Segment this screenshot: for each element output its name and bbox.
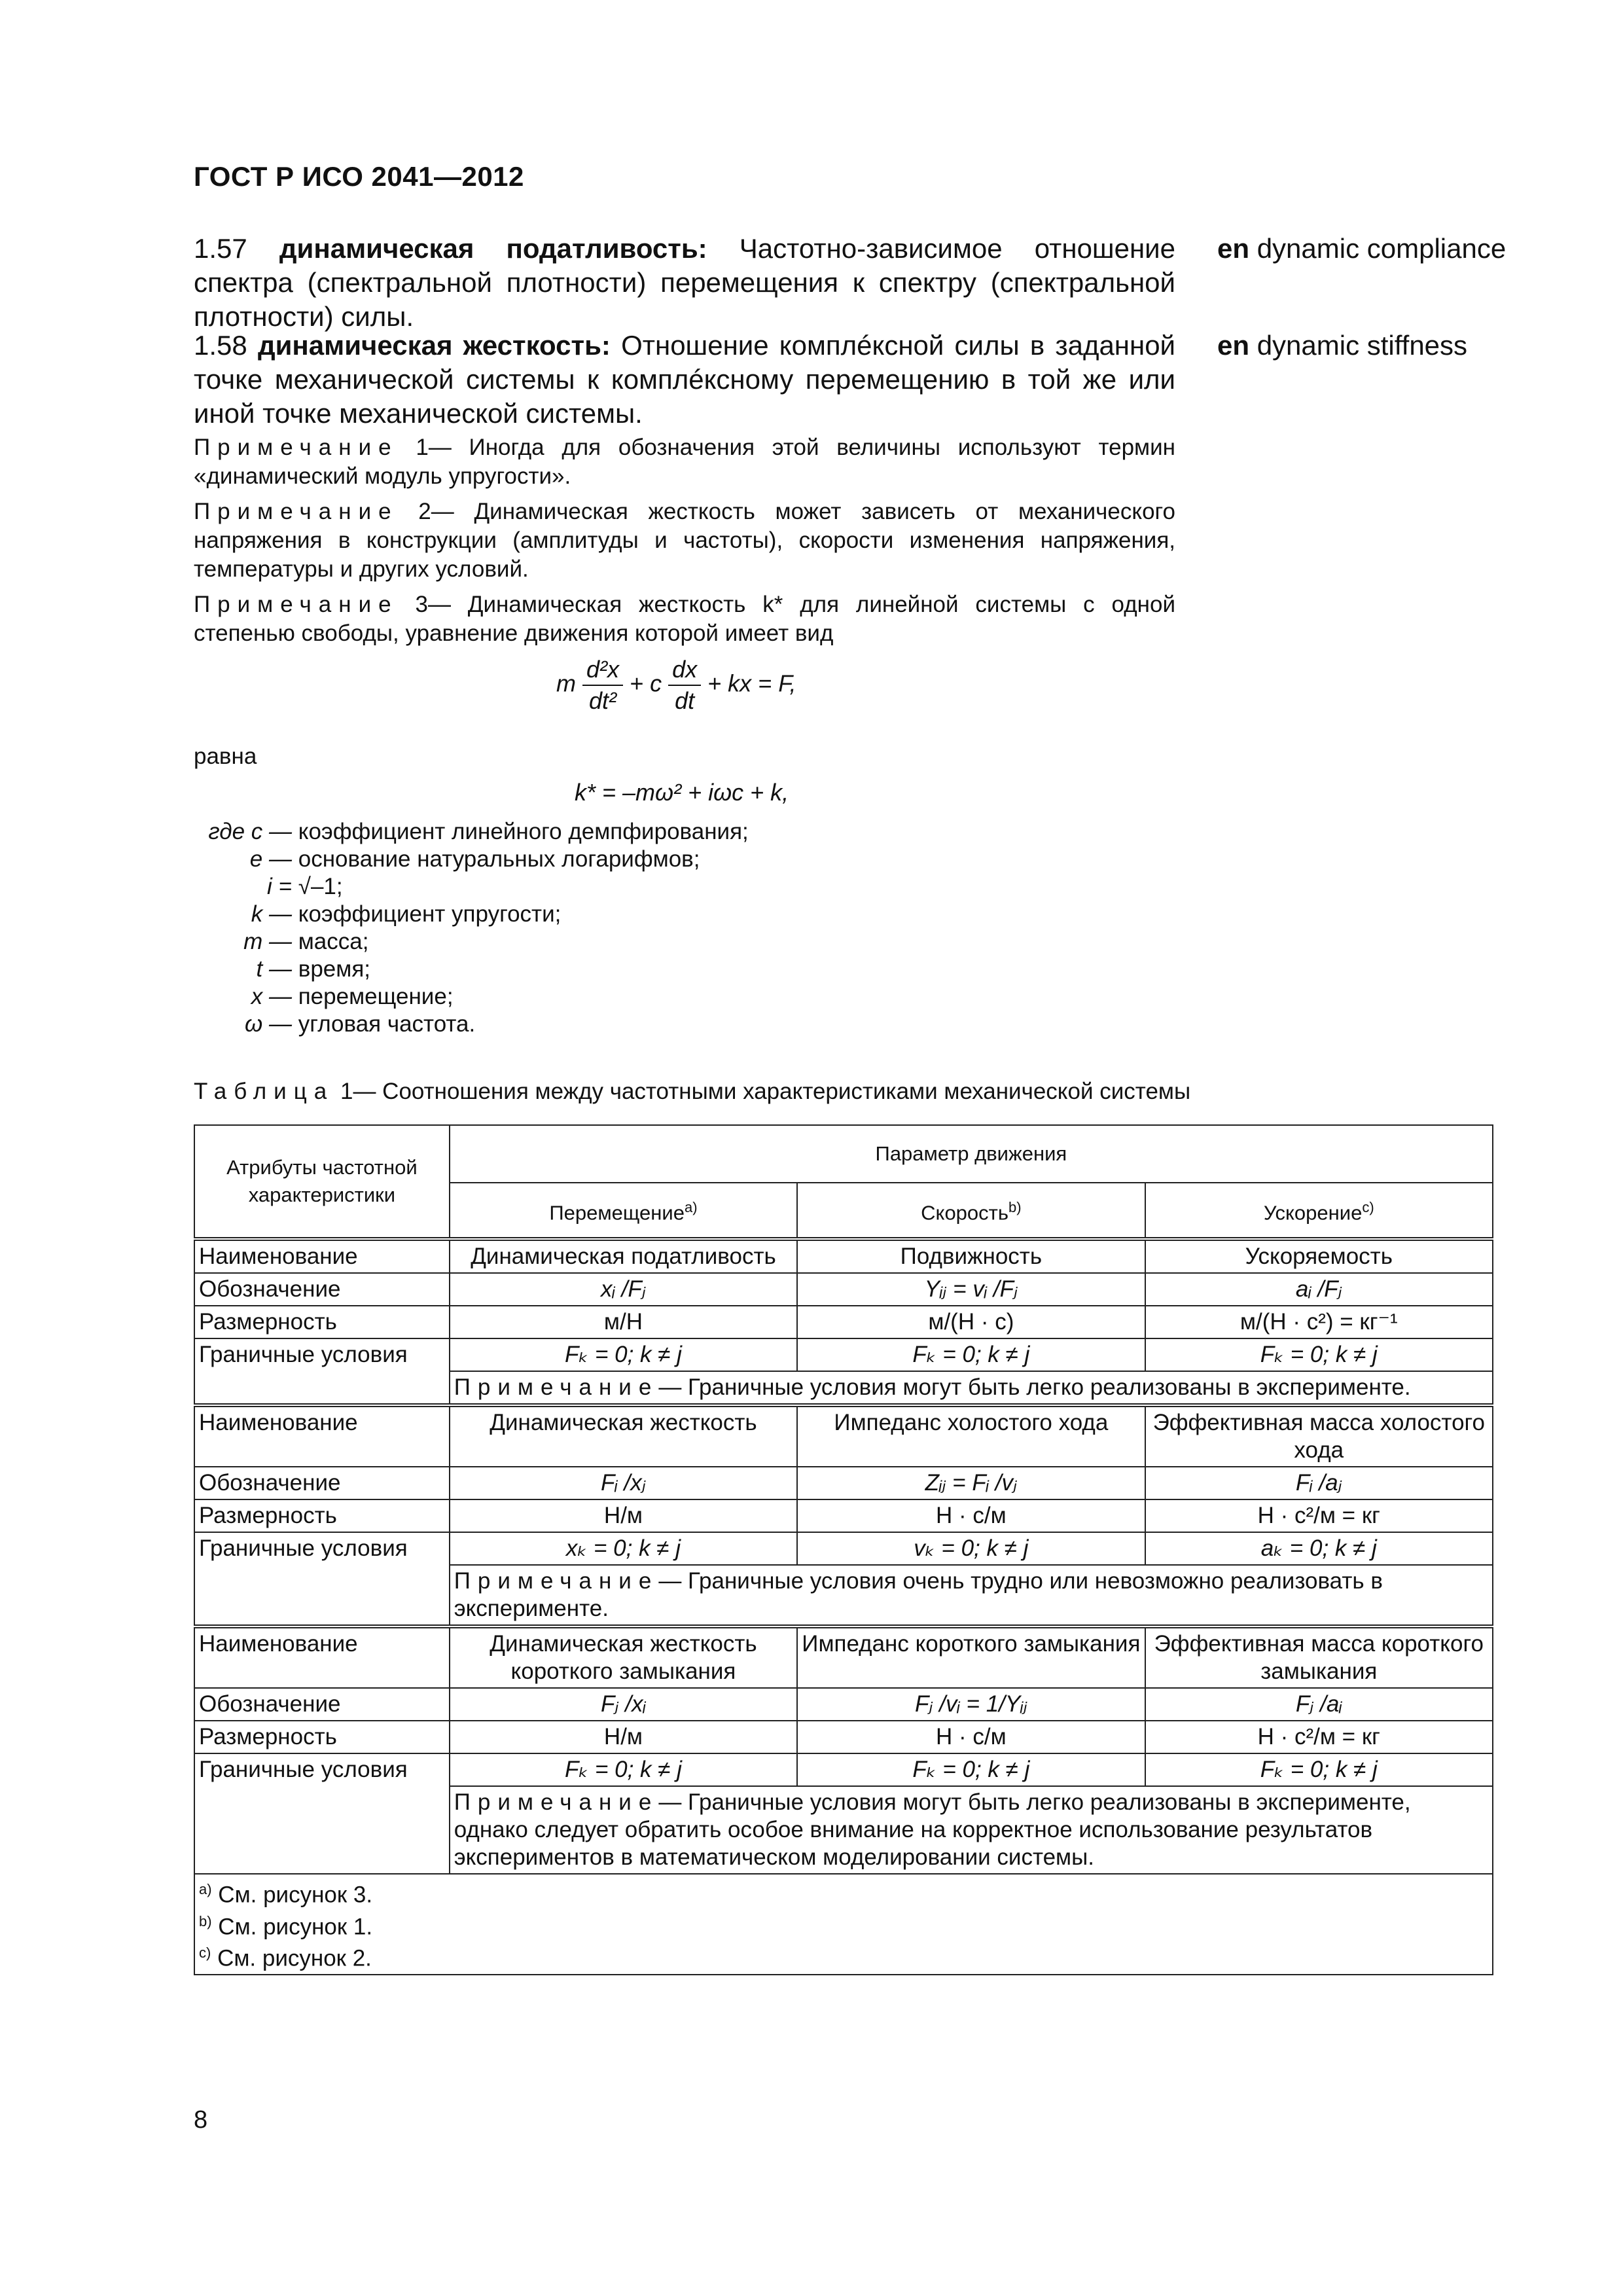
note-number: 2 [418,499,431,524]
col-header-displacement [450,1183,797,1239]
table-cell: Динамическая жесткость [450,1405,797,1467]
legend-text: масса; [298,929,369,954]
legend-text: угловая частота. [298,1011,476,1037]
note-2 [194,497,1175,584]
table-cell: Fⱼ /xᵢ [450,1688,797,1721]
row-label: Граничные условия [194,1532,450,1626]
legend-symbol: e — [249,846,292,872]
term-1-58 [194,329,1175,431]
col-label: Ускорение [1263,1201,1363,1225]
footnote [199,1940,1488,1972]
note-number: 1 [416,435,429,460]
fraction-d2x-dt2 [582,656,623,715]
formula-rest: + kx = F, [707,670,796,697]
table-cell: м/(Н · с) [797,1306,1145,1338]
table-row [194,1499,1493,1532]
table-cell: Fᵢ /aⱼ [1145,1467,1493,1499]
legend-text: коэффициент линейного демпфирования; [298,819,749,844]
row-label: Обозначение [194,1273,450,1306]
table-cell: Импеданс короткого замыкания [797,1626,1145,1688]
legend-row [194,983,749,1011]
table-cell: Н · с²/м = кг [1145,1499,1493,1532]
table-cell: Динамическая жесткость короткого замыкания [450,1626,797,1688]
footnote-mark: a) [199,1881,212,1897]
legend-text: перемещение; [298,984,454,1009]
caption-text: — Соотношения между частотными характеристиками механической системы [353,1079,1191,1104]
table-cell: м/(Н · с²) = кг⁻¹ [1145,1306,1493,1338]
term-name: динамическая жесткость: [257,330,611,361]
table-cell: Ускоряемость [1145,1239,1493,1273]
term-number: 1.58 [194,330,247,361]
table-cell: Подвижность [797,1239,1145,1273]
ravna-text: равна [194,744,257,769]
legend-symbol: t — [256,956,292,982]
table-cell: Fₖ = 0; k ≠ j [1145,1753,1493,1786]
legend-text: основание натуральных логарифмов; [298,846,700,872]
table-row [194,1626,1493,1688]
col-label: Скорость [921,1201,1009,1225]
table-cell: aᵢ /Fⱼ [1145,1273,1493,1306]
table-cell: Fᵢ /xⱼ [450,1467,797,1499]
table-row [194,1405,1493,1467]
row-label: Обозначение [194,1688,450,1721]
footnote-text: См. рисунок 2. [217,1945,372,1971]
note-text: — Граничные условия могут быть легко реализованы в эксперименте. [658,1374,1411,1400]
legend-text: √–1; [298,874,343,899]
col-label: Перемещение [549,1201,685,1225]
footnote [199,1876,1488,1909]
table-cell: Fₖ = 0; k ≠ j [797,1338,1145,1371]
term-definition: Частотно-зависимое отношение спектра (спектральной плотности) перемещения к спектру (спектральной плотности) силы. [194,233,1175,332]
footnote-mark: b) [1008,1198,1022,1215]
table-cell: Н/м [450,1499,797,1532]
table-row [194,1338,1493,1371]
table-cell: Fⱼ /vᵢ = 1/Yᵢⱼ [797,1688,1145,1721]
legend-symbol: i = [267,874,292,899]
fraction-dx-dt [668,656,701,715]
note-1 [194,433,1175,491]
table-row [194,1532,1493,1565]
attr-header: Атрибуты частотной характеристики [194,1125,450,1239]
table-row [194,1688,1493,1721]
legend-symbol: где c — [208,819,292,844]
footnote-mark: a) [684,1198,698,1215]
table-cell: м/Н [450,1306,797,1338]
term-name: динамическая податливость: [279,233,707,264]
table-row [194,1721,1493,1753]
term-1-58-english [1217,329,1467,363]
en-prefix: en [1217,233,1250,264]
table-note [450,1565,1493,1626]
legend-text: коэффициент упругости; [298,901,562,927]
en-prefix: en [1217,330,1250,361]
table-cell: Н · с/м [797,1721,1145,1753]
table-cell: aₖ = 0; k ≠ j [1145,1532,1493,1565]
note-label: Примечание [194,435,399,460]
table-cell: Yᵢⱼ = vᵢ /Fⱼ [797,1273,1145,1306]
table-note [450,1786,1493,1874]
footnote-mark: b) [199,1912,212,1929]
table-row [194,1753,1493,1786]
table-cell: Fₖ = 0; k ≠ j [797,1753,1145,1786]
table-note [450,1371,1493,1405]
row-label: Наименование [194,1626,450,1688]
term-number: 1.57 [194,233,247,264]
table-caption [194,1079,1190,1105]
legend-row [194,901,749,928]
row-label: Обозначение [194,1467,450,1499]
fraction-denominator: dt² [589,687,617,714]
term-1-57 [194,232,1175,334]
row-label: Граничные условия [194,1753,450,1874]
fraction-numerator: d²x [582,656,623,686]
caption-number: 1 [340,1079,353,1104]
note-text: — Иногда для обозначения этой величины используют термин «динамический модуль упругости». [194,435,1176,489]
table-cell: Эффективная масса короткого замыкания [1145,1626,1493,1688]
note-label: Примечание [194,499,399,524]
legend-row [194,1011,749,1038]
table-cell: Динамическая податливость [450,1239,797,1273]
table-header-row [194,1125,1493,1183]
table-cell: xₖ = 0; k ≠ j [450,1532,797,1565]
table-cell: Fₖ = 0; k ≠ j [450,1338,797,1371]
row-label: Размерность [194,1306,450,1338]
row-label: Размерность [194,1721,450,1753]
en-term: dynamic stiffness [1257,330,1468,361]
caption-label: Таблица [194,1079,334,1104]
table-cell: Fₖ = 0; k ≠ j [450,1753,797,1786]
footnote [199,1909,1488,1941]
legend-symbol: k — [251,901,292,927]
footnote-mark: c) [1362,1198,1374,1215]
formula-m: m [556,670,576,697]
legend-row [194,873,749,901]
note-label: Примечание [454,1568,659,1594]
legend-row [194,846,749,873]
legend-row [194,956,749,983]
fraction-denominator: dt [675,687,695,714]
param-header: Параметр движения [450,1125,1493,1183]
note-label: Примечание [454,1789,659,1815]
table-cell: Fₖ = 0; k ≠ j [1145,1338,1493,1371]
fraction-numerator: dx [668,656,701,686]
row-label: Наименование [194,1239,450,1273]
note-text: — Граничные условия могут быть легко реализованы в эксперименте, однако следует обратить особое внимание на корректное использование результатов экспериментов в математическом моделировании системы. [454,1789,1411,1870]
dynamic-stiffness-formula: k* = –mω² + iωc + k, [575,779,789,806]
footnote-text: См. рисунок 3. [218,1882,373,1908]
symbol-legend [194,818,749,1038]
table-row [194,1467,1493,1499]
table-cell: Эффективная масса холостого хода [1145,1405,1493,1467]
legend-text: время; [298,956,370,982]
col-header-acceleration [1145,1183,1493,1239]
footnote-text: См. рисунок 1. [218,1914,373,1940]
table-row [194,1273,1493,1306]
legend-row [194,818,749,846]
legend-symbol: m — [243,929,292,954]
table-cell: Н/м [450,1721,797,1753]
table-cell: Н · с²/м = кг [1145,1721,1493,1753]
en-term: dynamic compliance [1257,233,1507,264]
table-row [194,1239,1493,1273]
legend-symbol: x — [251,984,292,1009]
page-number: 8 [194,2106,208,2134]
formula-plus-c: + c [630,670,662,697]
document-header: ГОСТ Р ИСО 2041—2012 [194,161,524,192]
table-cell: Zᵢⱼ = Fᵢ /vⱼ [797,1467,1145,1499]
note-number: 3 [415,592,428,617]
table-cell: Импеданс холостого хода [797,1405,1145,1467]
col-header-velocity [797,1183,1145,1239]
table-1 [194,1124,1493,1975]
equation-of-motion [556,656,796,715]
table-footnotes-row [194,1874,1493,1975]
term-definition: Отношение комплéксной силы в заданной точке механической системы к комплéксному перемещению в той же или иной точке механической системы. [194,330,1176,429]
term-1-57-english [1217,232,1506,266]
note-label: Примечание [454,1374,659,1400]
table-cell: Н · с/м [797,1499,1145,1532]
legend-row [194,928,749,956]
note-text: — Граничные условия очень трудно или невозможно реализовать в эксперименте. [454,1568,1383,1621]
note-label: Примечание [194,592,399,617]
table-cell: xᵢ /Fⱼ [450,1273,797,1306]
row-label: Наименование [194,1405,450,1467]
table-row [194,1306,1493,1338]
row-label: Размерность [194,1499,450,1532]
table-cell: vₖ = 0; k ≠ j [797,1532,1145,1565]
legend-symbol: ω — [245,1011,292,1037]
note-3 [194,590,1175,648]
note-text: — Динамическая жесткость k* для линейной системы с одной степенью свободы, уравнение движения которой имеет вид [194,592,1175,646]
note-text: — Динамическая жесткость может зависеть от механического напряжения в конструкции (амплитуды и частоты), скорости изменения напряжения, температуры и других условий. [194,499,1175,582]
footnote-mark: c) [199,1945,211,1962]
table-cell: Fⱼ /aᵢ [1145,1688,1493,1721]
row-label: Граничные условия [194,1338,450,1405]
table-footnotes [194,1874,1493,1975]
